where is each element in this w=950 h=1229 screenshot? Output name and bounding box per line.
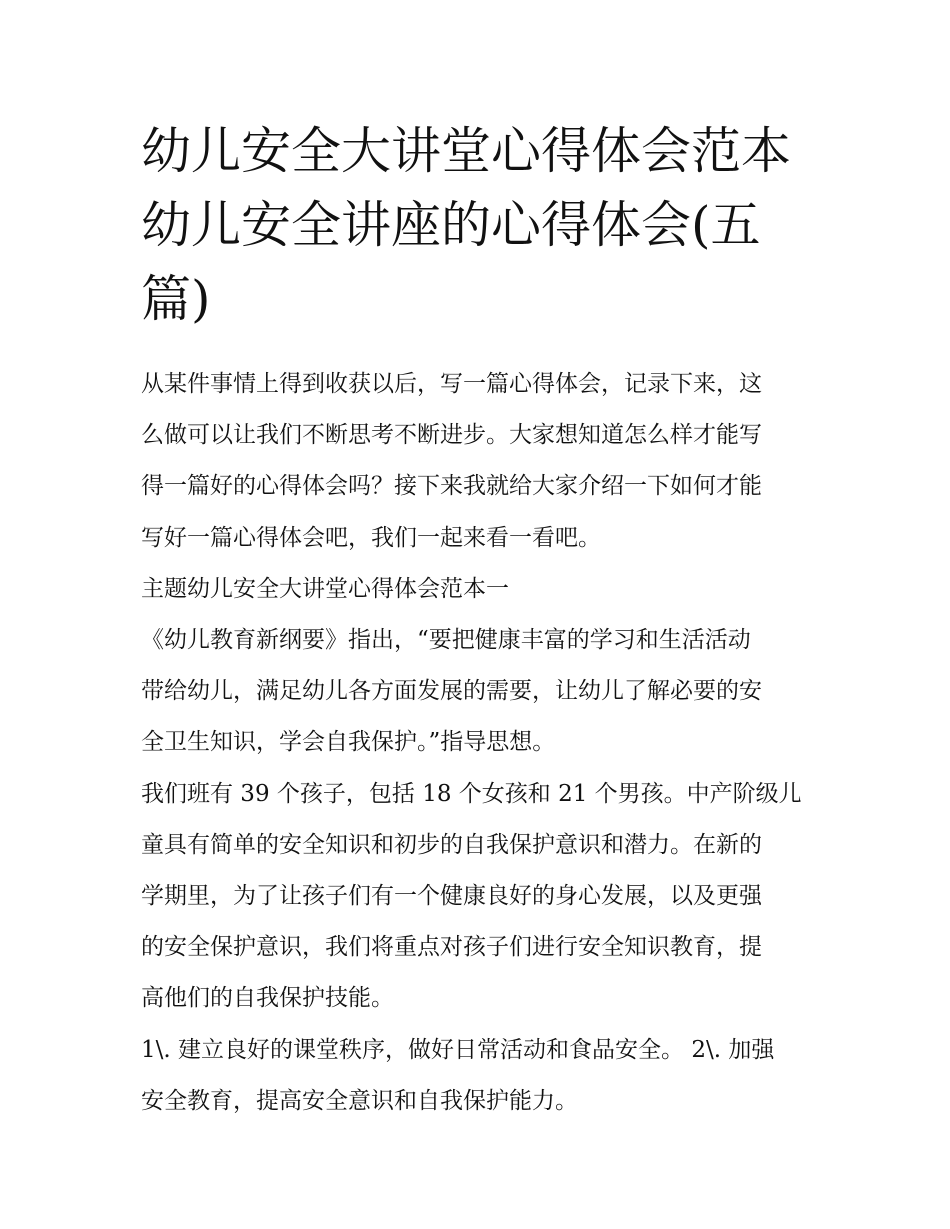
quote-line-3: 全卫生知识，学会自我保护。”指导思想。 [141,729,556,756]
quote-line-1: 《幼儿教育新纲要》指出，“要把健康丰富的学习和生活活动 [141,627,751,654]
class-line-5: 高他们的自我保护技能。 [141,985,394,1012]
class-line-3: 学期里，为了让孩子们有一个健康良好的身心发展，以及更强 [141,883,762,910]
intro-line-2: 么做可以让我们不断思考不断进步。大家想知道怎么样才能写 [141,422,762,449]
title-line-1: 幼儿安全大讲堂心得体会范本 [141,122,791,180]
document-body [141,359,821,1127]
document-title [141,114,821,336]
intro-line-3: 得一篇好的心得体会吗？接下来我就给大家介绍一下如何才能 [141,473,762,500]
quote-line-2: 带给幼儿，满足幼儿各方面发展的需要，让幼儿了解必要的安 [141,678,762,705]
class-line-4: 的安全保护意识，我们将重点对孩子们进行安全知识教育，提 [141,934,762,961]
class-line-1: 我们班有 39 个孩子，包括 18 个女孩和 21 个男孩。中产阶级儿 [141,780,802,807]
title-line-2: 幼儿安全讲座的心得体会(五 [141,196,761,254]
intro-line-4: 写好一篇心得体会吧，我们一起来看一看吧。 [141,524,601,551]
title-line-3: 篇) [141,270,211,328]
goals-line-1: 1\. 建立良好的课堂秩序，做好日常活动和食品安全。 2\. 加强 [141,1036,775,1063]
section-heading: 主题幼儿安全大讲堂心得体会范本一 [141,575,509,602]
intro-line-1: 从某件事情上得到收获以后，写一篇心得体会，记录下来，这 [141,371,762,397]
class-line-2: 童具有简单的安全知识和初步的自我保护意识和潜力。在新的 [141,831,762,858]
goals-line-2: 安全教育，提高安全意识和自我保护能力。 [141,1087,578,1114]
